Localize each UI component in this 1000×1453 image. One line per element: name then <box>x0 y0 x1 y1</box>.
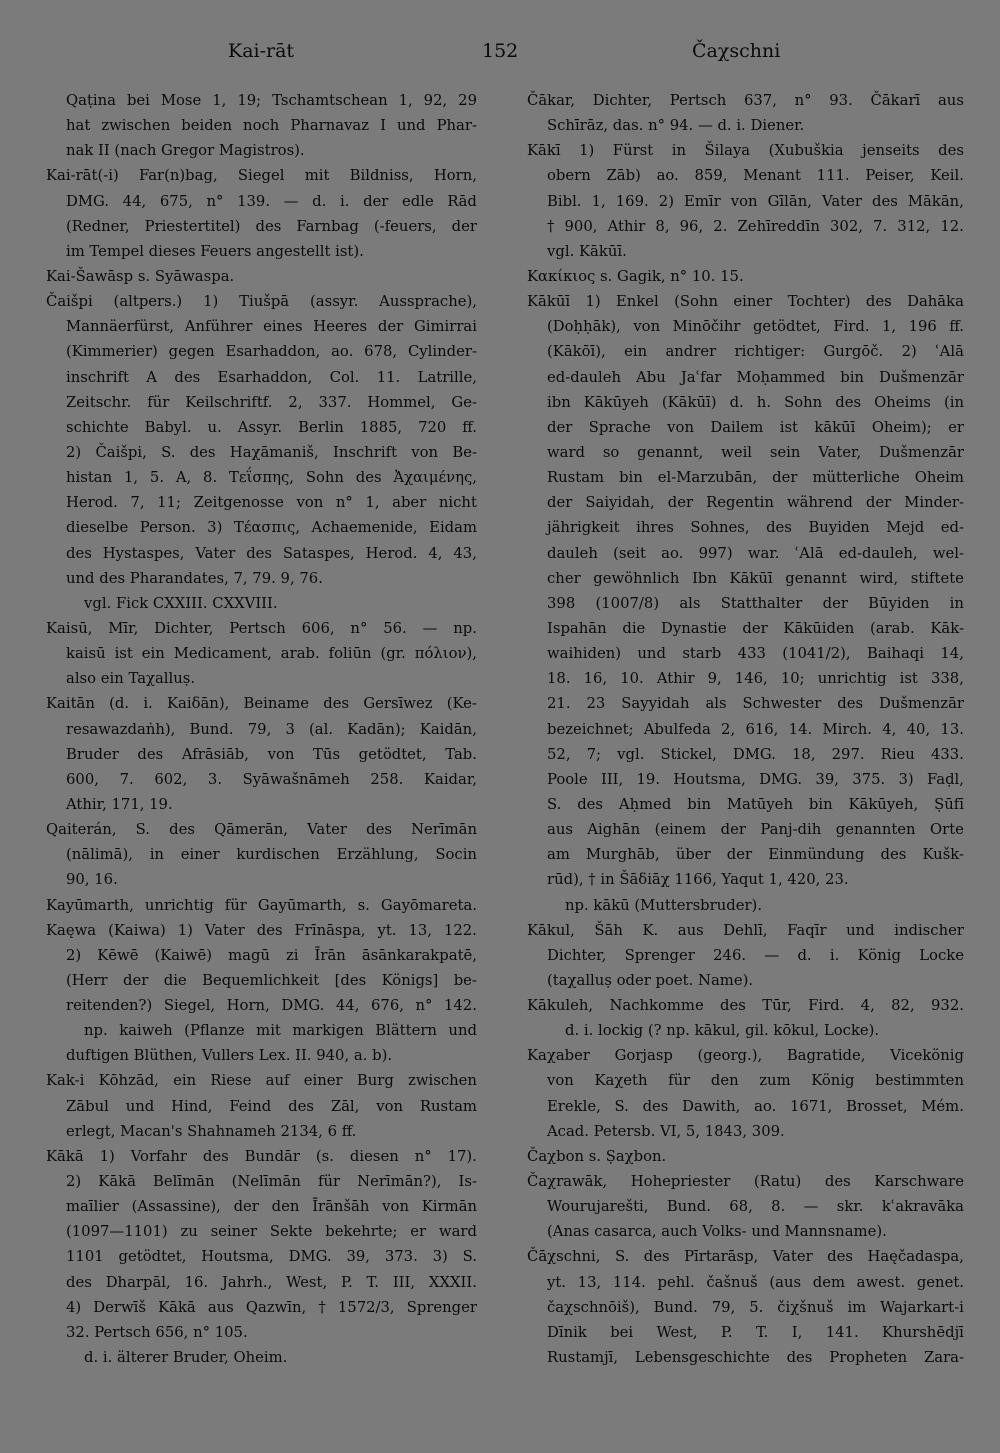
text-line: nak II (nach Gregor Magistros). <box>66 142 305 160</box>
text-line: 32. Pertsch 656, n° 105. <box>66 1323 248 1341</box>
text-line: Poole III, 19. Houtsma, DMG. 39, 375. 3) Faḍl, <box>547 770 964 788</box>
text-line: im Tempel dieses Feuers angestellt ist). <box>66 242 364 260</box>
text-line: Dichter, Sprenger 246. — d. i. König Locke <box>547 946 964 964</box>
text-line: ibn Kākūyeh (Kākūī) d. h. Sohn des Oheims (in <box>547 393 964 411</box>
text-line: Qaiterán, S. des Qāmerān, Vater des Nerīmān <box>46 821 477 839</box>
text-line: inschrift A des Esarhaddon, Col. 11. Latrille, <box>66 368 477 386</box>
text-line: Herod. 7, 11; Zeitgenosse von n° 1, aber nicht <box>66 494 477 512</box>
text-line: also ein Taχalluṣ. <box>66 670 196 688</box>
text-line: 1101 getödtet, Houtsma, DMG. 39, 373. 3) S. <box>66 1248 477 1266</box>
text-line: Kayūmarth, unrichtig für Gayūmarth, s. Gayōmareta. <box>46 896 477 914</box>
text-line: S. des Aḥmed bin Matūyeh bin Kākūyeh, Ṣūfī <box>547 795 964 813</box>
text-line: obern Zāb) ao. 859, Menant 111. Peiser, Keil. <box>547 167 964 185</box>
running-head-left: Kai-rāt <box>228 40 295 62</box>
text-line: Kākā 1) Vorfahr des Bundār (s. diesen n° 17). <box>46 1147 477 1165</box>
text-line: 398 (1007/8) als Statthalter der Būyiden in <box>547 594 964 612</box>
text-line: maīlier (Assassine), der den Īrānšāh von Kirmān <box>66 1198 477 1216</box>
text-line: rūd), † in Šāδiāχ 1166, Yaqut 1, 420, 23. <box>547 871 849 889</box>
text-line: DMG. 44, 675, n° 139. — d. i. der edle Rād <box>66 192 477 210</box>
text-line: Čaχbon s. Ṣaχbon. <box>527 1147 667 1165</box>
text-line: Bibl. 1, 169. 2) Emīr von Gīlān, Vater des Mākān, <box>547 192 964 210</box>
text-line: 2) Kākā Belīmān (Nelīmān für Nerīmān?), Is- <box>66 1173 477 1191</box>
text-line: Kaχaber Gorjasp (georg.), Bagratide, Vicekönig <box>527 1047 964 1065</box>
text-line: Dīnik bei West, P. T. I, 141. Khurshēdjī <box>547 1323 964 1341</box>
text-line: (Herr der die Bequemlichkeit [des Königs] be- <box>66 971 477 989</box>
text-line: von Kaχeth für den zum König bestimmten <box>547 1072 964 1090</box>
text-line: Kai-rāt(-i) Far(n)bag, Siegel mit Bildniss, Horn, <box>46 167 477 185</box>
text-line: d. i. lockig (? np. kākul, gil. kōkul, Locke). <box>565 1022 880 1040</box>
text-line: kaisū ist ein Medicament, arab. foliūn (gr. πόλιον), <box>66 645 477 663</box>
text-line: Ispahān die Dynastie der Kākūiden (arab. Kāk- <box>547 619 964 637</box>
left-column <box>46 88 477 1370</box>
text-line: 90, 16. <box>66 871 118 889</box>
text-line: der Saiyidah, der Regentin während der Minder- <box>547 494 964 512</box>
text-line: Mannäerfürst, Anführer eines Heeres der Gimirrai <box>66 318 477 336</box>
text-line: jährigkeit ihres Sohnes, des Buyiden Mejd ed- <box>547 519 964 537</box>
text-line: np. kaiweh (Pflanze mit markigen Blättern und <box>84 1022 477 1040</box>
text-line: Kaisū, Mīr, Dichter, Pertsch 606, n° 56. — np. <box>46 619 477 637</box>
text-line: der Sprache von Dailem ist kākūī Oheim); er <box>547 418 964 436</box>
text-line: (nālimā), in einer kurdischen Erzählung, Socin <box>66 846 477 864</box>
text-line: 2) Kēwē (Kaiwē) magū zi Īrān āsānkarakpatē, <box>66 946 477 964</box>
text-line: (Anas casarca, auch Volks- und Mannsname). <box>547 1223 887 1241</box>
text-line: waihiden) und starb 433 (1041/2), Baihaqi 14, <box>547 645 964 663</box>
text-line: 4) Derwīš Kākā aus Qazwīn, † 1572/3, Sprenger <box>66 1298 477 1316</box>
text-line: 18. 16, 10. Athir 9, 146, 10; unrichtig ist 338, <box>547 670 964 688</box>
text-line: Čāχschni, S. des Pīrtarāsp, Vater des Haęčadaspa, <box>527 1248 964 1266</box>
text-line: † 900, Athir 8, 96, 2. Zehīreddīn 302, 7. 312, 12. <box>547 217 964 235</box>
text-line: Čākar, Dichter, Pertsch 637, n° 93. Čākarī aus <box>527 92 964 109</box>
text-line: ward so genannt, weil sein Vater, Dušmenzār <box>547 443 964 461</box>
running-head-right: Čaχschni <box>692 40 781 62</box>
text-line: Kākūī 1) Enkel (Sohn einer Tochter) des Dahāka <box>527 293 964 311</box>
text-line: dieselbe Person. 3) Τέασπις, Achaemenide, Eidam <box>66 519 477 537</box>
text-line: cher gewöhnlich Ibn Kākūī genannt wird, stiftete <box>547 569 964 587</box>
text-line: Zābul und Hind, Feind des Zāl, von Rustam <box>66 1097 477 1115</box>
text-line: Kākul, Šāh K. aus Dehlī, Faqīr und indischer <box>527 921 964 939</box>
text-line: Athir, 171, 19. <box>66 795 173 813</box>
text-line: Čaišpi (altpers.) 1) Tiušpā (assyr. Aussprache), <box>46 293 477 311</box>
text-line: Kākuleh, Nachkomme des Tūr, Fird. 4, 82, 932. <box>527 997 964 1015</box>
text-line: und des Pharandates, 7, 79. 9, 76. <box>66 569 323 587</box>
text-line: resawazdaṅh), Bund. 79, 3 (al. Kadān); Kaidān, <box>66 720 477 738</box>
text-line: Qaṭina bei Mose 1, 19; Tschamtschean 1, 92, 29 <box>66 92 477 109</box>
text-line: (Kimmerier) gegen Esarhaddon, ao. 678, Cylinder- <box>66 343 477 361</box>
text-line: 2) Čaišpi, S. des Haχāmaniš, Inschrift von Be- <box>66 443 477 461</box>
text-line: 21. 23 Sayyidah als Schwester des Dušmenzār <box>547 695 964 713</box>
text-line: Kaęwa (Kaiwa) 1) Vater des Frīnāspa, yt. 13, 122. <box>46 921 477 939</box>
text-line: Kai-Šawāsp s. Syāwaspa. <box>46 267 235 285</box>
text-line: des Hystaspes, Vater des Sataspes, Herod. 4, 43, <box>66 544 477 562</box>
text-line: Rustamjī, Lebensgeschichte des Propheten Zara- <box>547 1349 964 1367</box>
text-line: histan 1, 5. A, 8. Τεΐσπης, Sohn des Ἀχαιμένης, <box>66 469 477 487</box>
text-line: Acad. Petersb. VI, 5, 1843, 309. <box>547 1122 785 1140</box>
text-line: dauleh (seit ao. 997) war. ʿAlā ed-dauleh, wel- <box>547 544 964 562</box>
text-line: schichte Babyl. u. Assyr. Berlin 1885, 720 ff. <box>66 418 477 436</box>
text-line: Kak-i Kōhzād, ein Riese auf einer Burg zwischen <box>46 1072 477 1090</box>
text-line: (1097—1101) zu seiner Sekte bekehrte; er ward <box>66 1223 477 1241</box>
text-line: 52, 7; vgl. Stickel, DMG. 18, 297. Rieu 433. <box>547 745 964 763</box>
text-line: aus Aighān (einem der Panj-dih genannten Orte <box>547 821 964 839</box>
text-line: Kaitān (d. i. Kaiδān), Beiname des Gersīwez (Ke- <box>46 695 477 713</box>
text-line: erlegt, Macan's Shahnameh 2134, 6 ff. <box>66 1122 357 1140</box>
text-line: Κακίκιος s. Gagik, n° 10. 15. <box>527 267 744 285</box>
text-line: (taχalluṣ oder poet. Name). <box>547 971 754 989</box>
text-line: np. kākū (Muttersbruder). <box>565 896 763 914</box>
text-line: (Doḥḥāk), von Minōčihr getödtet, Fird. 1, 196 ff. <box>547 318 964 336</box>
text-line: (Kākōī), ein andrer richtiger: Gurgōč. 2) ʿAlā <box>547 343 964 361</box>
page-number: 152 <box>482 40 519 62</box>
text-line: hat zwischen beiden noch Pharnavaz I und Phar- <box>66 117 477 135</box>
text-line: bezeichnet; Abulfeda 2, 616, 14. Mirch. 4, 40, 13. <box>547 720 964 738</box>
text-line: Čaχrawāk, Hohepriester (Ratu) des Karschware <box>527 1173 964 1191</box>
text-line: Wourujarešti, Bund. 68, 8. — skr. kʿakravāka <box>547 1198 964 1216</box>
text-line: duftigen Blüthen, Vullers Lex. II. 940, a. b). <box>66 1047 393 1065</box>
text-line: reitenden?) Siegel, Horn, DMG. 44, 676, n° 142. <box>66 997 477 1015</box>
text-line: vgl. Fick CXXIII. CXXVIII. <box>84 594 278 612</box>
text-line: des Dharpāl, 16. Jahrh., West, P. T. III, XXXII. <box>66 1273 477 1291</box>
text-line: Bruder des Afrāsiāb, von Tūs getödtet, Tab. <box>66 745 477 763</box>
text-line: Zeitschr. für Keilschriftf. 2, 337. Hommel, Ge- <box>66 393 477 411</box>
text-line: čaχschnōiš), Bund. 79, 5. čiχšnuš im Wajarkart-i <box>547 1298 964 1316</box>
text-line: vgl. Kākūī. <box>547 242 627 260</box>
text-line: (Redner, Priestertitel) des Farnbag (-feuers, der <box>66 217 477 235</box>
text-line: am Murghāb, über der Einmündung des Kušk- <box>547 846 964 864</box>
text-line: Rustam bin el-Marzubān, der mütterliche Oheim <box>547 469 964 487</box>
right-column <box>527 88 964 1370</box>
text-line: 600, 7. 602, 3. Syāwašnāmeh 258. Kaidar, <box>66 770 477 788</box>
text-line: Schīrāz, das. n° 94. — d. i. Diener. <box>547 117 805 135</box>
text-line: Erekle, S. des Dawith, ao. 1671, Brosset, Mém. <box>547 1097 964 1115</box>
text-line: Kākī 1) Fürst in Šilaya (Xubuškia jenseits des <box>527 142 964 160</box>
text-line: ed-dauleh Abu Jaʿfar Moḥammed bin Dušmenzār <box>547 368 964 386</box>
text-line: yt. 13, 114. pehl. čašnuš (aus dem awest. genet. <box>547 1273 964 1291</box>
text-line: d. i. älterer Bruder, Oheim. <box>84 1349 288 1367</box>
